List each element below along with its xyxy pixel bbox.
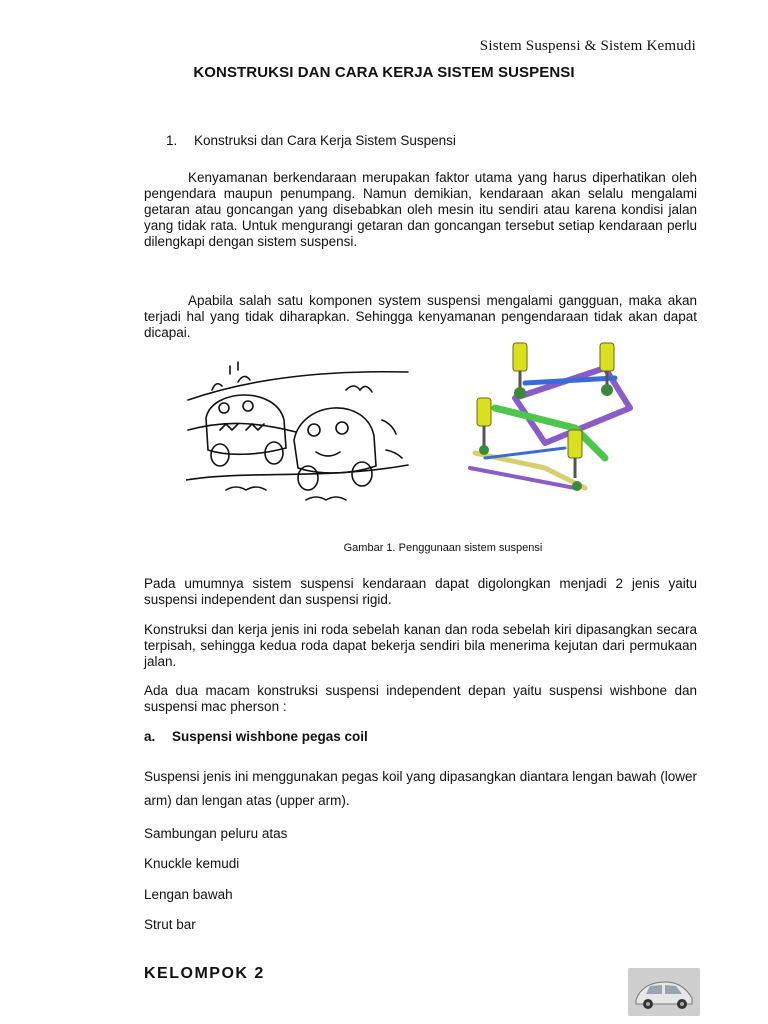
paragraph-wishbone: Suspensi jenis ini menggunakan pegas koil yang dipasangkan diantara lengan bawah (lower arm) dan lengan atas (upper arm). (144, 769, 697, 808)
paragraph-classification: Pada umumnya sistem suspensi kendaraan dapat digolongkan menjadi 2 jenis yaitu suspensi independent dan suspensi rigid. (144, 576, 697, 607)
subsection-heading (144, 729, 368, 744)
suspension-frame-illustration (455, 338, 645, 513)
subsection-title: Suspensi wishbone pegas coil (172, 729, 368, 744)
car-thumbnail (628, 968, 700, 1016)
cartoon-cars-illustration (186, 360, 410, 520)
part-upper-ball-joint: Sambungan peluru atas (144, 826, 288, 841)
paragraph-independent: Konstruksi dan kerja jenis ini roda sebelah kanan dan roda sebelah kiri dipasangkan secara terpisah, sehingga kedua roda dapat bekerja sendiri bila menerima kejutan dari permukaan jalan. (144, 622, 697, 669)
subsection-letter: a. (144, 729, 156, 744)
footer-group-label: KELOMPOK 2 (144, 965, 265, 982)
section-number: 1. (166, 133, 178, 148)
section-heading (166, 133, 456, 148)
part-lower-arm: Lengan bawah (144, 887, 233, 902)
part-strut-bar: Strut bar (144, 917, 196, 932)
paragraph-types: Ada dua macam konstruksi suspensi independent depan yaitu suspensi wishbone dan suspensi mac pherson : (144, 683, 697, 714)
figure-caption: Gambar 1. Penggunaan sistem suspensi (343, 542, 543, 554)
part-steering-knuckle: Knuckle kemudi (144, 856, 240, 871)
section-title: Konstruksi dan Cara Kerja Sistem Suspensi (194, 133, 456, 148)
page-title: KONSTRUKSI DAN CARA KERJA SISTEM SUSPENSI (193, 64, 575, 81)
paragraph-comfort: Kenyamanan berkendaraan merupakan faktor utama yang harus diperhatikan oleh pengendara maupun penumpang. Namun demikian, kendaraan akan selalu mengalami getaran atau goncangan yang disebabkan oleh mesin itu sendiri atau karena kondisi jalan yang tidak rata. Untuk mengurangi getaran dan goncangan tersebut setiap kendaraan perlu dilengkapi dengan sistem suspensi. (144, 170, 697, 249)
paragraph-failure: Apabila salah satu komponen system suspensi mengalami gangguan, maka akan terjadi hal yang tidak diharapkan. Sehingga kenyamanan pengendaraan tidak akan dapat dicapai. (144, 293, 697, 340)
running-header: Sistem Suspensi & Sistem Kemudi (479, 38, 696, 54)
